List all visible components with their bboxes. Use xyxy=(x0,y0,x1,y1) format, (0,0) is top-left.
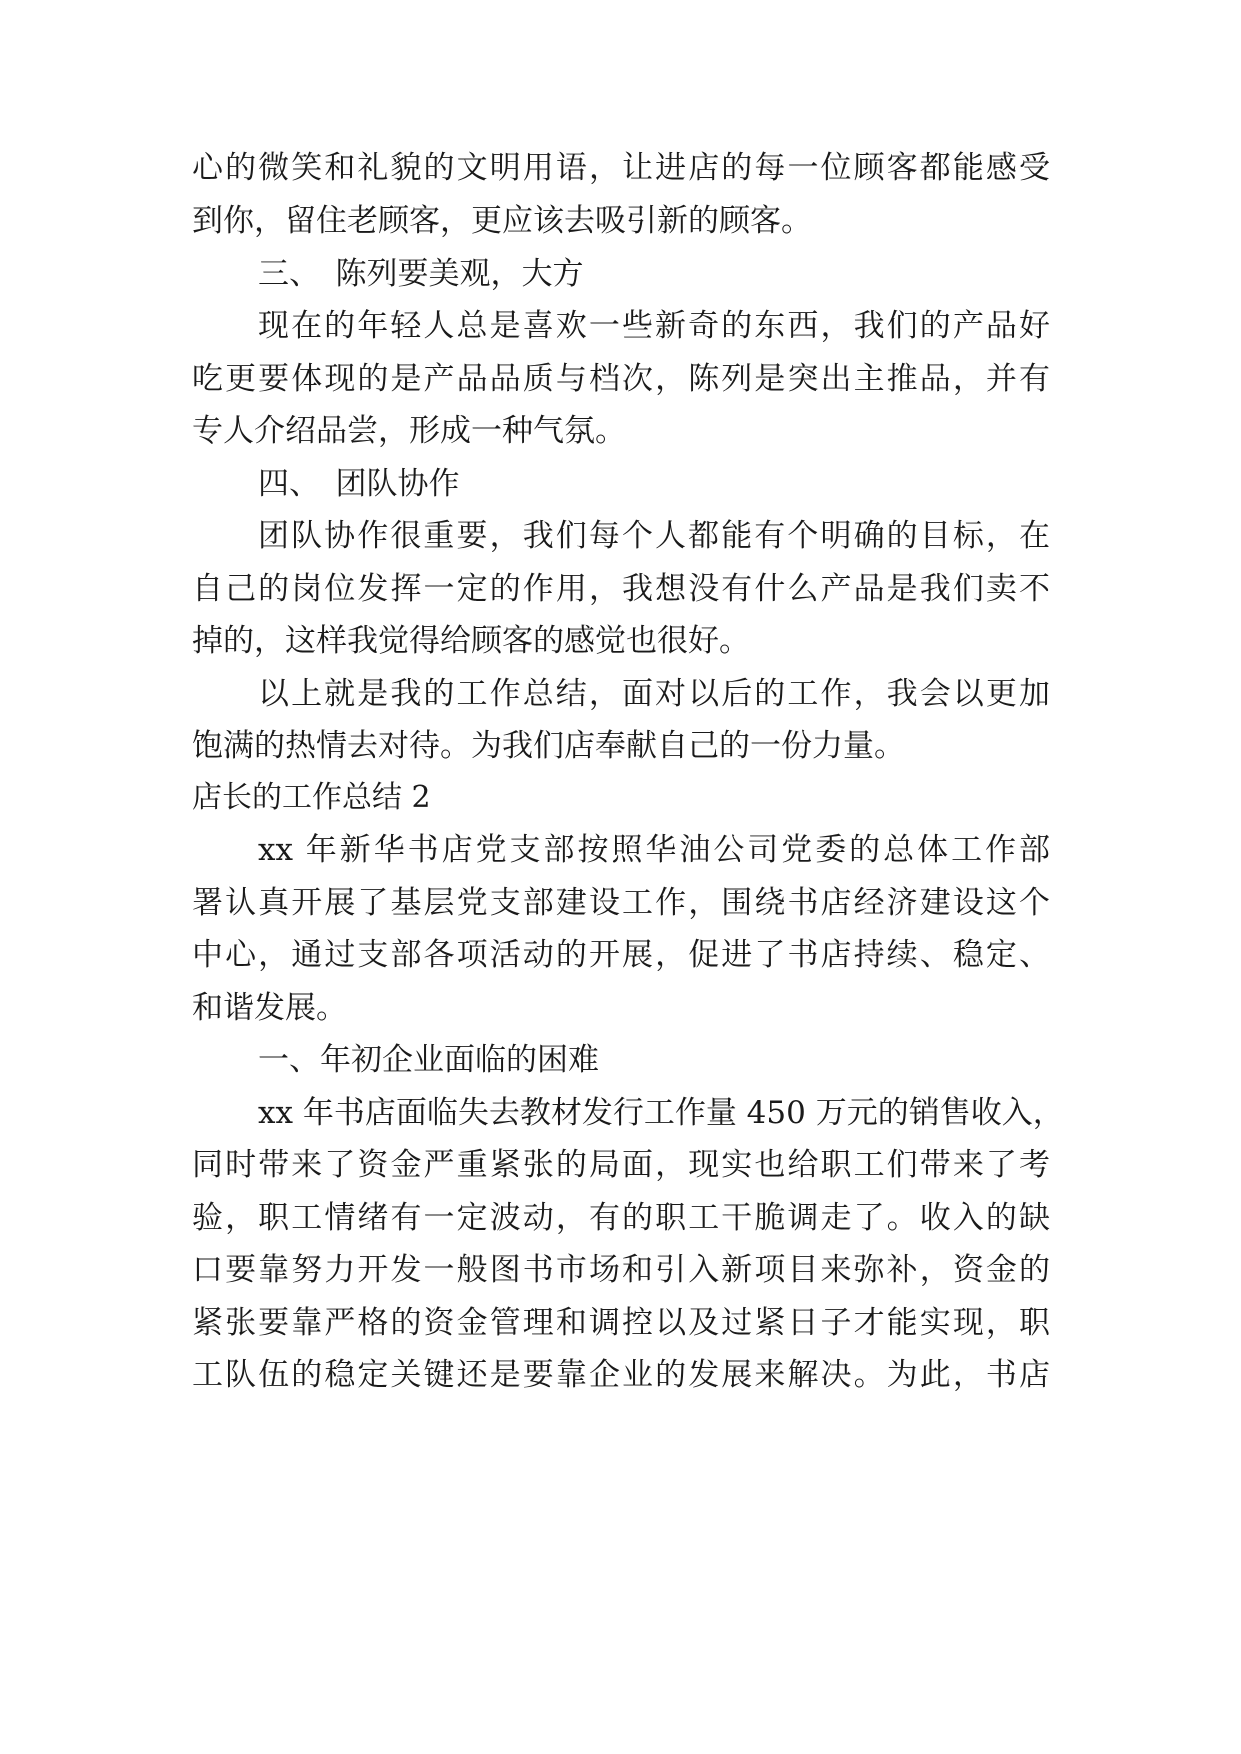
paragraph-line: 署认真开展了基层党支部建设工作，围绕书店经济建设这个 xyxy=(192,885,1050,921)
paragraph-line: 心的微笑和礼貌的文明用语，让进店的每一位顾客都能感受 xyxy=(192,150,1050,186)
paragraph-line: 团队协作很重要，我们每个人都能有个明确的目标，在 xyxy=(258,518,1050,554)
section-heading: 四、 团队协作 xyxy=(258,466,460,502)
paragraph-line: 以上就是我的工作总结，面对以后的工作，我会以更加 xyxy=(258,676,1050,712)
document-title: 店长的工作总结 2 xyxy=(192,780,431,815)
section-heading: 一、年初企业面临的困难 xyxy=(258,1042,599,1078)
paragraph-line: 掉的，这样我觉得给顾客的感觉也很好。 xyxy=(192,623,750,659)
paragraph-line: xx 年书店面临失去教材发行工作量 450 万元的销售收入， xyxy=(258,1095,1064,1131)
paragraph-line: 到你，留住老顾客，更应该去吸引新的顾客。 xyxy=(192,203,812,239)
paragraph-line: 和谐发展。 xyxy=(192,990,347,1026)
paragraph-line: 紧张要靠严格的资金管理和调控以及过紧日子才能实现，职 xyxy=(192,1305,1050,1341)
section-heading: 三、 陈列要美观，大方 xyxy=(258,256,584,292)
paragraph-line: 现在的年轻人总是喜欢一些新奇的东西，我们的产品好 xyxy=(258,308,1050,344)
paragraph-line: 口要靠努力开发一般图书市场和引入新项目来弥补，资金的 xyxy=(192,1252,1050,1288)
paragraph-line: 中心，通过支部各项活动的开展，促进了书店持续、稳定、 xyxy=(192,937,1050,973)
paragraph-line: 专人介绍品尝，形成一种气氛。 xyxy=(192,413,626,449)
paragraph-line: 工队伍的稳定关键还是要靠企业的发展来解决。为此，书店 xyxy=(192,1357,1050,1393)
paragraph-line: 饱满的热情去对待。为我们店奉献自己的一份力量。 xyxy=(192,728,905,764)
paragraph-line: 自己的岗位发挥一定的作用，我想没有什么产品是我们卖不 xyxy=(192,571,1050,607)
paragraph-line: 吃更要体现的是产品品质与档次，陈列是突出主推品，并有 xyxy=(192,361,1050,397)
paragraph-line: 验，职工情绪有一定波动，有的职工干脆调走了。收入的缺 xyxy=(192,1200,1050,1236)
paragraph-line: xx 年新华书店党支部按照华油公司党委的总体工作部 xyxy=(258,832,1050,868)
paragraph-line: 同时带来了资金严重紧张的局面，现实也给职工们带来了考 xyxy=(192,1147,1050,1183)
